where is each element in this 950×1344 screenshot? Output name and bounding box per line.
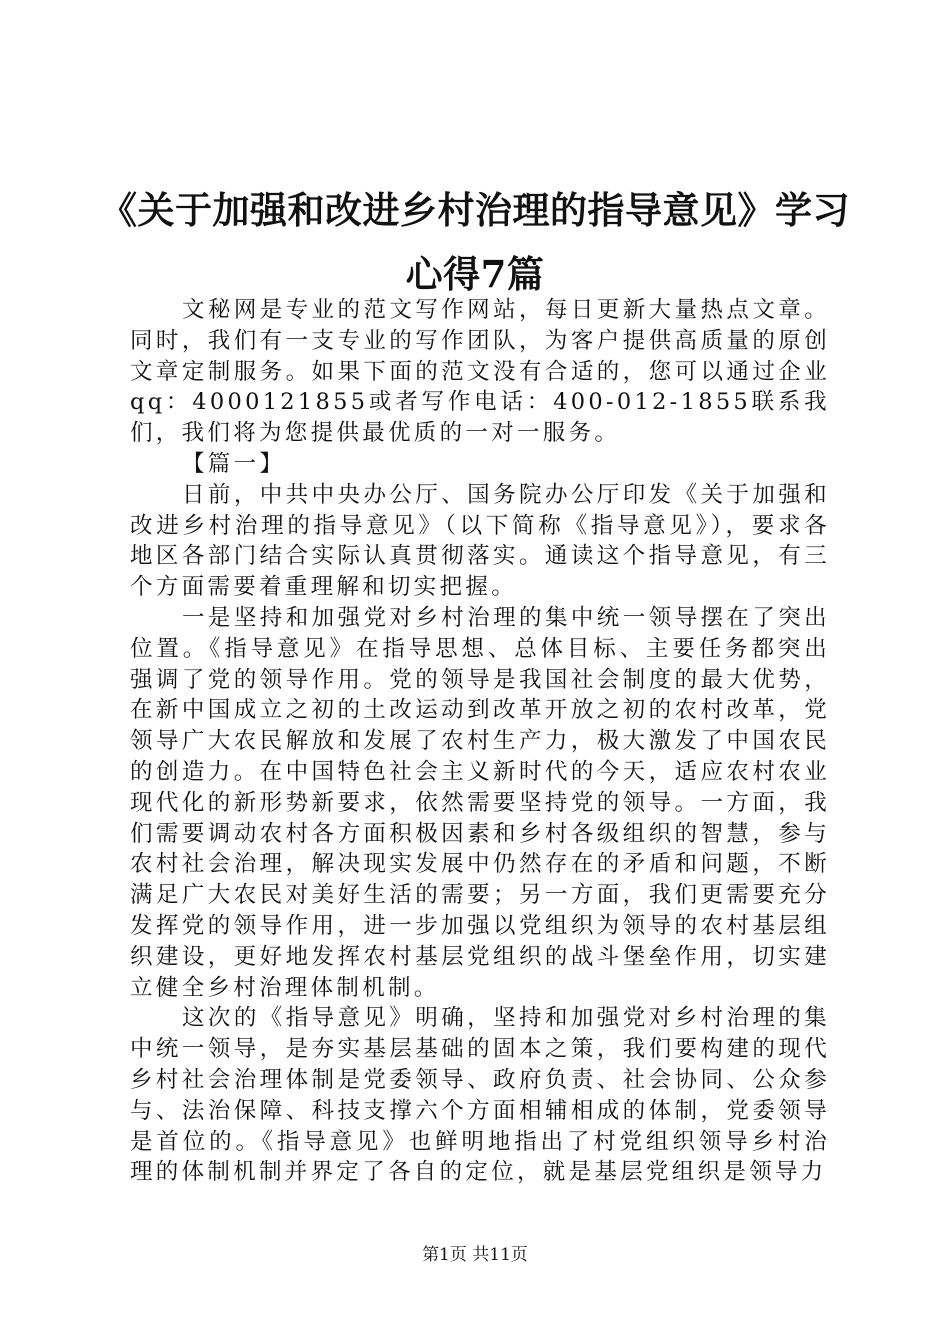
section-heading: 【篇一】 xyxy=(182,450,286,477)
body-paragraph: 一是坚持和加强党对乡村治理的集中统一领导摆在了突出位置。《指导意见》在指导思想、总体目标、主要任务都突出强调了党的领导作用。党的领导是我国社会制度的最大优势，在新中国成立之初的土改运动到改革开放之初的农村改革，党领导广大农民解放和发展了农村生产力，极大激发了中国农民的创造力。在中国特色社会主义新时代的今天，适应农村农业现代化的新形势新要求，依然需要坚持党的领导。一方面，我们需要调动农村各方面积极因素和乡村各级组织的智慧，参与农村社会治理，解决现实发展中仍然存在的矛盾和问题，不断满足广大农民对美好生活的需要；另一方面，我们更需要充分发挥党的领导作用，进一步加强以党组织为领导的农村基层组织建设，更好地发挥农村基层党组织的战斗堡垒作用，切实建立健全乡村治理体制机制。 xyxy=(130,604,830,1001)
body-paragraph: 日前，中共中央办公厅、国务院办公厅印发《关于加强和改进乡村治理的指导意见》（以下简称《指导意见》），要求各地区各部门结合实际认真贯彻落实。通读这个指导意见，有三个方面需要着重理解和切实把握。 xyxy=(130,481,830,601)
page-footer: 第1页 共11页 xyxy=(422,1245,528,1265)
document-body xyxy=(130,295,830,1188)
document-title: 《关于加强和改进乡村治理的指导意见》学习心得7篇 xyxy=(100,188,850,296)
intro-paragraph: 文秘网是专业的范文写作网站，每日更新大量热点文章。同时，我们有一支专业的写作团队，为客户提供高质量的原创文章定制服务。如果下面的范文没有合适的，您可以通过企业qq：4000121855或者写作电话：400-012-1855联系我们，我们将为您提供最优质的一对一服务。 xyxy=(130,297,830,447)
body-paragraph: 这次的《指导意见》明确，坚持和加强党对乡村治理的集中统一领导，是夯实基层基础的固本之策，我们要构建的现代乡村社会治理体制是党委领导、政府负责、社会协同、公众参与、法治保障、科技支撑六个方面相辅相成的体制，党委领导是首位的。《指导意见》也鲜明地指出了村党组织领导乡村治理的体制机制并界定了各自的定位，就是基层党组织是领导力 xyxy=(130,1005,830,1186)
